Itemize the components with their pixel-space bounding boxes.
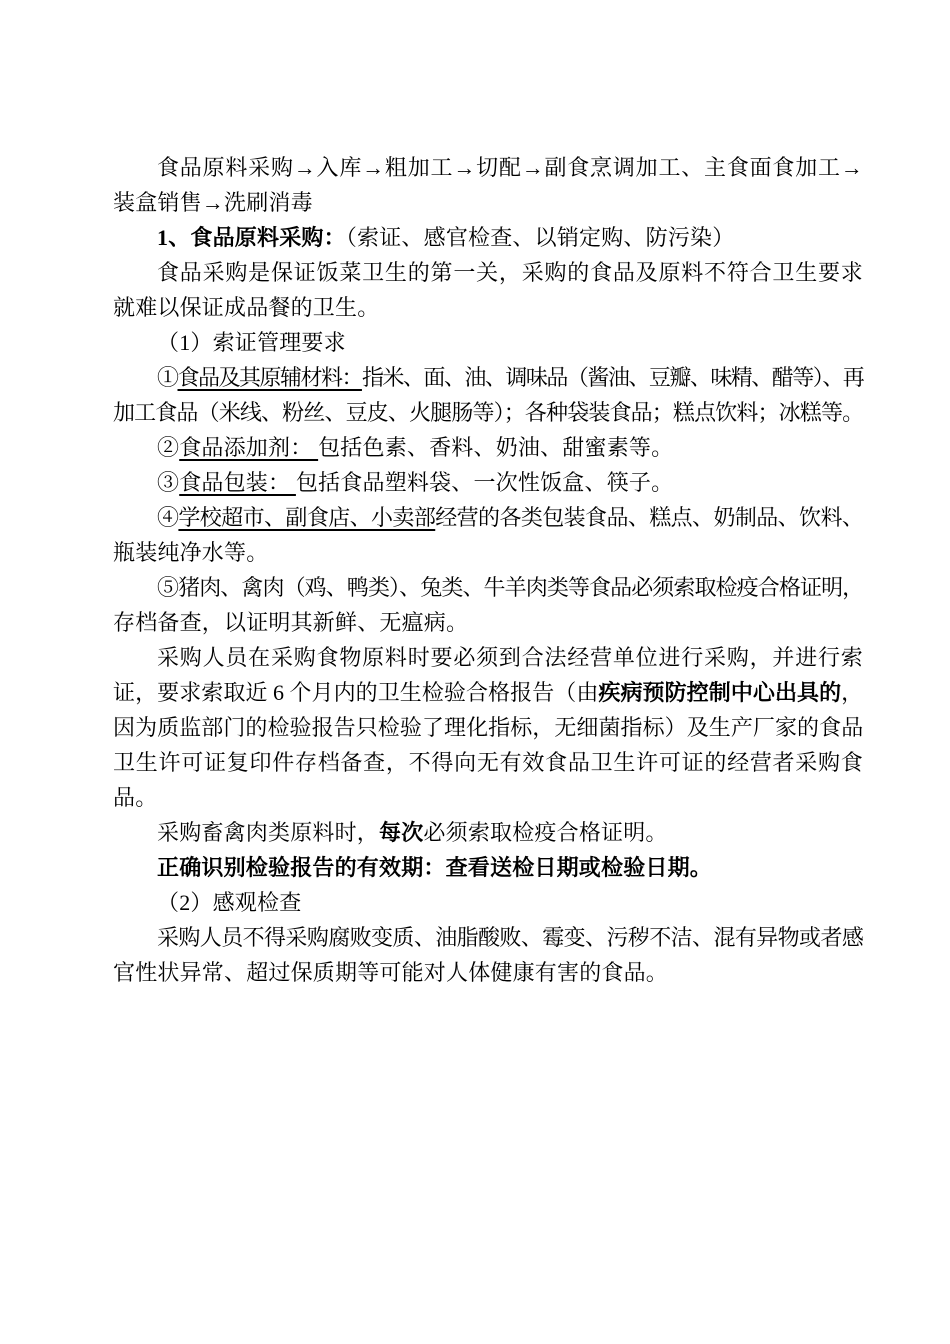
text-line [113, 430, 863, 465]
text-run: 食品原料采购→入库→粗加工→切配→副食烹调加工、主食面食加工→ [157, 155, 863, 180]
text-run: 证，要求索取近 6 个月内的卫生检验合格报告（由 [113, 680, 599, 705]
text-line [113, 220, 863, 255]
text-line [113, 185, 863, 220]
text-run: 瓶装纯净水等。 [113, 540, 269, 565]
text-line [113, 465, 863, 500]
text-line [113, 710, 863, 745]
text-line [113, 815, 863, 850]
text-run: 采购畜禽肉类原料时， [157, 820, 380, 845]
text-run: 疾病预防控制中心出具的 [598, 680, 842, 705]
text-line [113, 605, 863, 640]
text-run: 食品采购是保证饭菜卫生的第一关，采购的食品及原料不符合卫生要求 [157, 260, 863, 285]
document-body [113, 150, 863, 990]
text-run: 采购人员不得采购腐败变质、油脂酸败、霉变、污秽不洁、混有异物或者感 [157, 925, 863, 950]
text-run: ， [841, 680, 863, 705]
text-run: 品。 [113, 785, 158, 810]
text-run: （2）感观检查 [157, 890, 302, 915]
text-run: 食品添加剂： [179, 435, 319, 460]
text-run: 食品包装： [179, 470, 296, 495]
text-line [113, 500, 863, 535]
text-line [113, 255, 863, 290]
text-run: （1）索证管理要求 [157, 330, 346, 355]
text-run: 经营的各类包装食品、糕点、奶制品、饮料、 [435, 505, 863, 530]
text-line [113, 920, 863, 955]
text-run: （索证、感官检查、以销定购、防污染） [345, 225, 735, 250]
text-run: 存档备查，以证明其新鲜、无瘟病。 [113, 610, 469, 635]
text-run: 因为质监部门的检验报告只检验了理化指标，无细菌指标）及生产厂家的食品 [113, 715, 863, 740]
text-run: 官性状异常、超过保质期等可能对人体健康有害的食品。 [113, 960, 669, 985]
text-run: 正确识别检验报告的有效期：查看送检日期或检验日期。 [157, 855, 713, 880]
text-line [113, 745, 863, 780]
text-line [113, 780, 863, 815]
text-line [113, 675, 863, 710]
text-run: 学校超市、副食店、小卖部 [178, 505, 436, 530]
text-line [113, 570, 863, 605]
text-run: 采购人员在采购食物原料时要必须到合法经营单位进行采购，并进行索 [157, 645, 863, 670]
text-run: 就难以保证成品餐的卫生。 [113, 295, 380, 320]
text-line [113, 360, 863, 395]
text-run: ③ [157, 470, 180, 495]
text-run: ② [157, 435, 180, 460]
text-run: 必须索取检疫合格证明。 [423, 820, 668, 845]
text-run: 1、食品原料采购： [157, 225, 346, 250]
text-line [113, 885, 863, 920]
text-run: 包括色素、香料、奶油、甜蜜素等。 [318, 435, 674, 460]
text-run: 每次 [379, 820, 424, 845]
text-line [113, 325, 863, 360]
text-line [113, 955, 863, 990]
text-run: 卫生许可证复印件存档备查，不得向无有效食品卫生许可证的经营者采购食 [113, 750, 863, 775]
text-run: 包括食品塑料袋、一次性饭盒、筷子。 [295, 470, 674, 495]
text-line [113, 395, 863, 430]
text-line [113, 850, 863, 885]
text-run: 装盒销售→洗刷消毒 [113, 190, 313, 215]
text-line [113, 535, 863, 570]
text-run: ⑤猪肉、禽肉（鸡、鸭类）、兔类、牛羊肉类等食品必须索取检疫合格证明， [157, 575, 863, 600]
text-run: 指米、面、油、调味品（酱油、豆瓣、味精、醋等）、再 [361, 365, 863, 390]
text-line [113, 150, 863, 185]
text-run: 加工食品（米线、粉丝、豆皮、火腿肠等）；各种袋装食品；糕点饮料；冰糕等。 [113, 400, 863, 425]
text-run: ④ [157, 505, 179, 530]
text-line [113, 640, 863, 675]
text-line [113, 290, 863, 325]
text-run: ① [157, 365, 178, 390]
text-run: 食品及其原辅材料： [177, 365, 362, 390]
